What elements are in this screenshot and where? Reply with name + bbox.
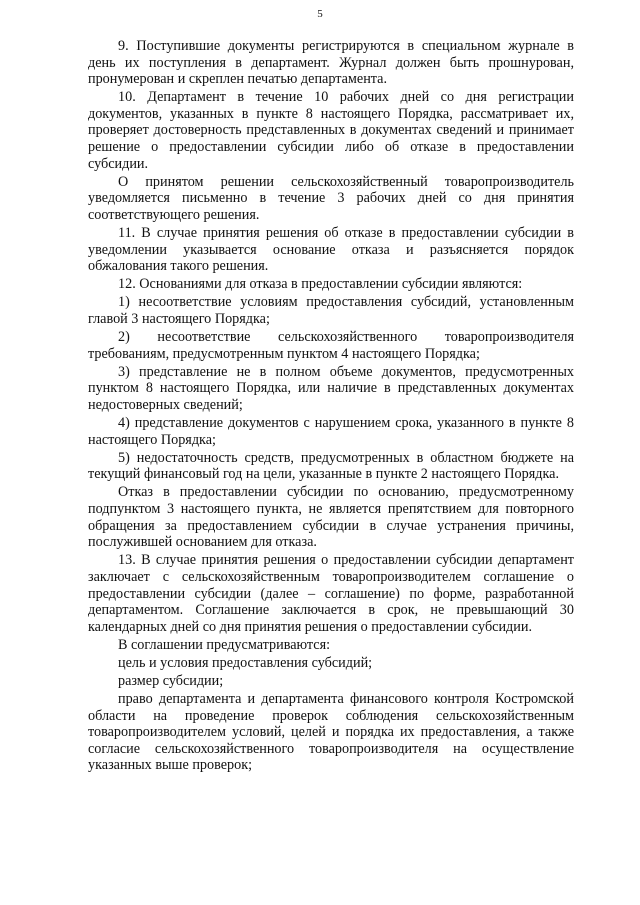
paragraph-12: 12. Основаниями для отказа в предоставлении субсидии являются: — [118, 276, 523, 293]
paragraph-agreement-intro: В соглашении предусматриваются: — [118, 636, 331, 653]
page-number: 5 — [317, 8, 323, 20]
refusal-ground-2: 2) несоответствие сельскохозяйственного товаропроизводителя требованиям, предусмотренным пунктом 4 настоящего Порядка; — [88, 329, 574, 362]
agreement-item-amount: размер субсидии; — [118, 672, 224, 689]
paragraph-refusal-note: Отказ в предоставлении субсидии по основанию, предусмотренному подпунктом 3 настоящего пункта, не является препятствием для повторного обращения за предоставлением субсидии в случае устранения причины, послужившей основанием для отказа. — [88, 484, 574, 551]
agreement-item-inspection: право департамента и департамента финансового контроля Костромской области на проведение проверок соблюдения сельскохозяйственным товаропроизводителем условий, целей и порядка их предоставления, а также согласие сельскохозяйственного товаропроизводителя на осуществление указанных выше проверок; — [88, 691, 574, 774]
refusal-ground-1: 1) несоответствие условиям предоставления субсидий, установленным главой 3 настоящего Порядка; — [88, 294, 574, 327]
paragraph-notification: О принятом решении сельскохозяйственный товаропроизводитель уведомляется письменно в течение 3 рабочих дней со дня принятия соответствующего решения. — [88, 173, 574, 223]
paragraph-11: 11. В случае принятия решения об отказе в предоставлении субсидии в уведомлении указывается основание отказа и разъясняется порядок обжалования такого решения. — [88, 225, 574, 275]
paragraph-13: 13. В случае принятия решения о предоставлении субсидии департамент заключает с сельскохозяйственным товаропроизводителем соглашение о предоставлении субсидии (далее – соглашение) по форме, разработанной департаментом. Соглашение заключается в срок, не превышающий 30 календарных дней со дня принятия решения о предоставлении субсидии. — [88, 552, 574, 635]
agreement-item-purpose: цель и условия предоставления субсидий; — [118, 654, 373, 671]
refusal-ground-5: 5) недостаточность средств, предусмотренных в областном бюджете на текущий финансовый год на цели, указанные в пункте 2 настоящего Порядка. — [88, 449, 574, 483]
refusal-ground-3: 3) представление не в полном объеме документов, предусмотренных пунктом 8 настоящего Порядка, или наличие в представленных документах недостоверных сведений; — [88, 363, 574, 413]
paragraph-9: 9. Поступившие документы регистрируются в специальном журнале в день их поступления в департамент. Журнал должен быть прошнурован, пронумерован и скреплен печатью департамента. — [88, 38, 574, 88]
refusal-ground-4: 4) представление документов с нарушением срока, указанного в пункте 8 настоящего Порядка; — [88, 415, 574, 448]
paragraph-10: 10. Департамент в течение 10 рабочих дней со дня регистрации документов, указанных в пункте 8 настоящего Порядка, рассматривает их, проверяет достоверность представленных в документах сведений и принимает решение о предоставлении субсидии либо об отказе в предоставлении субсидии. — [88, 89, 574, 172]
document-body — [88, 38, 574, 776]
